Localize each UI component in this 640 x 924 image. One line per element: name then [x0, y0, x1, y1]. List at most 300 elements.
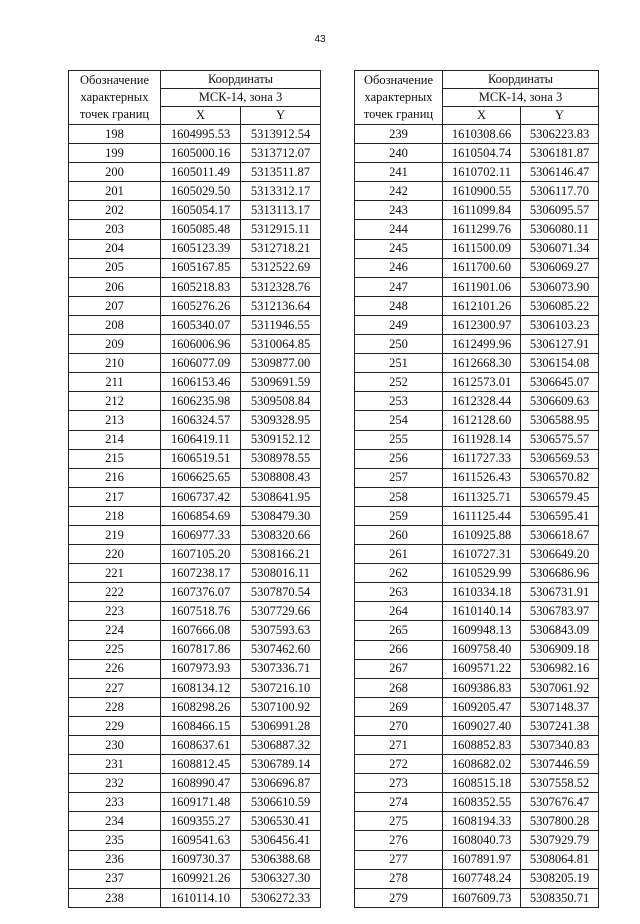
- point-number-cell: 200: [69, 163, 161, 182]
- x-coordinate-cell: 1608040.73: [443, 831, 521, 850]
- x-coordinate-cell: 1611901.06: [443, 277, 521, 296]
- point-number-cell: 208: [69, 315, 161, 334]
- x-coordinate-cell: 1606854.69: [161, 506, 241, 525]
- x-coordinate-cell: 1605340.07: [161, 315, 241, 334]
- y-coordinate-cell: 5306073.90: [521, 277, 599, 296]
- point-number-cell: 239: [355, 125, 443, 144]
- table-row: [69, 755, 321, 774]
- x-coordinate-cell: 1609571.22: [443, 659, 521, 678]
- y-coordinate-cell: 5309328.95: [241, 411, 321, 430]
- point-number-cell: 273: [355, 774, 443, 793]
- y-coordinate-cell: 5306069.27: [521, 258, 599, 277]
- y-coordinate-cell: 5308205.19: [521, 869, 599, 888]
- point-number-cell: 231: [69, 755, 161, 774]
- point-number-cell: 238: [69, 888, 161, 907]
- table-row: [355, 640, 599, 659]
- y-coordinate-cell: 5308808.43: [241, 468, 321, 487]
- x-coordinate-cell: 1607891.97: [443, 850, 521, 869]
- y-coordinate-cell: 5306569.53: [521, 449, 599, 468]
- table-row: [355, 545, 599, 564]
- table-row: [355, 315, 599, 334]
- y-coordinate-cell: 5306181.87: [521, 144, 599, 163]
- x-coordinate-cell: 1610334.18: [443, 583, 521, 602]
- y-coordinate-cell: 5306618.67: [521, 525, 599, 544]
- point-number-cell: 215: [69, 449, 161, 468]
- table-row: [355, 678, 599, 697]
- x-coordinate-cell: 1610727.31: [443, 545, 521, 564]
- point-number-cell: 253: [355, 392, 443, 411]
- x-coordinate-cell: 1608515.18: [443, 774, 521, 793]
- y-coordinate-cell: 5312915.11: [241, 220, 321, 239]
- x-coordinate-cell: 1611500.09: [443, 239, 521, 258]
- point-number-cell: 209: [69, 335, 161, 354]
- x-coordinate-cell: 1605123.39: [161, 239, 241, 258]
- point-number-cell: 267: [355, 659, 443, 678]
- table-row: [69, 774, 321, 793]
- x-column-header: X: [161, 107, 241, 125]
- table-row: [355, 564, 599, 583]
- y-coordinate-cell: 5306327.30: [241, 869, 321, 888]
- table-row: [355, 449, 599, 468]
- y-coordinate-cell: 5306909.18: [521, 640, 599, 659]
- point-number-cell: 206: [69, 277, 161, 296]
- point-number-cell: 249: [355, 315, 443, 334]
- point-number-cell: 243: [355, 201, 443, 220]
- table-row: [355, 525, 599, 544]
- x-coordinate-cell: 1611727.33: [443, 449, 521, 468]
- x-coordinate-cell: 1607518.76: [161, 602, 241, 621]
- y-coordinate-cell: 5306388.68: [241, 850, 321, 869]
- table-row: [69, 640, 321, 659]
- y-coordinate-cell: 5307148.37: [521, 697, 599, 716]
- point-number-cell: 269: [355, 697, 443, 716]
- table-row: [355, 220, 599, 239]
- table-row: [355, 888, 599, 907]
- x-coordinate-cell: 1608466.15: [161, 716, 241, 735]
- table-row: [355, 812, 599, 831]
- y-coordinate-cell: 5306645.07: [521, 373, 599, 392]
- table-row: [69, 869, 321, 888]
- point-number-cell: 246: [355, 258, 443, 277]
- x-coordinate-cell: 1607973.93: [161, 659, 241, 678]
- point-number-cell: 244: [355, 220, 443, 239]
- table-row: [355, 850, 599, 869]
- x-coordinate-cell: 1605085.48: [161, 220, 241, 239]
- x-coordinate-cell: 1610114.10: [161, 888, 241, 907]
- x-coordinate-cell: 1608682.02: [443, 755, 521, 774]
- point-number-cell: 263: [355, 583, 443, 602]
- x-coordinate-cell: 1607238.17: [161, 564, 241, 583]
- table-row: [355, 697, 599, 716]
- x-coordinate-cell: 1608134.12: [161, 678, 241, 697]
- point-number-cell: 264: [355, 602, 443, 621]
- table-row: [355, 793, 599, 812]
- table-row: [69, 506, 321, 525]
- designation-header-line: Обозначение: [363, 73, 434, 87]
- x-coordinate-cell: 1606977.33: [161, 525, 241, 544]
- designation-header-line: Обозначение: [79, 73, 150, 87]
- y-coordinate-cell: 5310064.85: [241, 335, 321, 354]
- x-coordinate-cell: 1608637.61: [161, 736, 241, 755]
- table-row: [69, 411, 321, 430]
- y-coordinate-cell: 5307929.79: [521, 831, 599, 850]
- point-number-cell: 250: [355, 335, 443, 354]
- y-coordinate-cell: 5306103.23: [521, 315, 599, 334]
- point-number-cell: 277: [355, 850, 443, 869]
- table-row: [355, 125, 599, 144]
- table-row: [69, 602, 321, 621]
- y-coordinate-cell: 5306649.20: [521, 545, 599, 564]
- x-coordinate-cell: 1608852.83: [443, 736, 521, 755]
- x-coordinate-cell: 1609355.27: [161, 812, 241, 831]
- y-coordinate-cell: 5306117.70: [521, 182, 599, 201]
- point-number-cell: 221: [69, 564, 161, 583]
- x-coordinate-cell: 1607666.08: [161, 621, 241, 640]
- y-coordinate-cell: 5307061.92: [521, 678, 599, 697]
- table-row: [69, 697, 321, 716]
- x-coordinate-cell: 1605167.85: [161, 258, 241, 277]
- y-coordinate-cell: 5306456.41: [241, 831, 321, 850]
- y-coordinate-cell: 5306530.41: [241, 812, 321, 831]
- point-number-cell: 222: [69, 583, 161, 602]
- y-coordinate-cell: 5306085.22: [521, 296, 599, 315]
- point-number-cell: 271: [355, 736, 443, 755]
- table-row: [355, 201, 599, 220]
- point-number-cell: 205: [69, 258, 161, 277]
- x-coordinate-cell: 1607376.07: [161, 583, 241, 602]
- table-row: [355, 373, 599, 392]
- x-coordinate-cell: 1612128.60: [443, 411, 521, 430]
- table-row: [69, 487, 321, 506]
- y-coordinate-cell: 5306843.09: [521, 621, 599, 640]
- point-number-cell: 233: [69, 793, 161, 812]
- x-coordinate-cell: 1610702.11: [443, 163, 521, 182]
- x-coordinate-cell: 1611325.71: [443, 487, 521, 506]
- point-number-cell: 265: [355, 621, 443, 640]
- y-coordinate-cell: 5313312.17: [241, 182, 321, 201]
- table-row: [69, 201, 321, 220]
- x-coordinate-cell: 1606419.11: [161, 430, 241, 449]
- point-number-cell: 201: [69, 182, 161, 201]
- table-row: [355, 487, 599, 506]
- x-coordinate-cell: 1606077.09: [161, 354, 241, 373]
- x-coordinate-cell: 1609730.37: [161, 850, 241, 869]
- y-coordinate-cell: 5306223.83: [521, 125, 599, 144]
- x-coordinate-cell: 1612668.30: [443, 354, 521, 373]
- point-number-cell: 279: [355, 888, 443, 907]
- y-coordinate-cell: 5306146.47: [521, 163, 599, 182]
- x-column-header: X: [443, 107, 521, 125]
- table-body-left: [69, 125, 321, 908]
- point-number-cell: 278: [355, 869, 443, 888]
- y-coordinate-cell: 5307216.10: [241, 678, 321, 697]
- y-coordinate-cell: 5307446.59: [521, 755, 599, 774]
- x-coordinate-cell: 1605029.50: [161, 182, 241, 201]
- x-coordinate-cell: 1608194.33: [443, 812, 521, 831]
- table-body-right: [355, 125, 599, 908]
- table-row: [355, 392, 599, 411]
- y-coordinate-cell: 5306154.08: [521, 354, 599, 373]
- point-number-cell: 258: [355, 487, 443, 506]
- x-coordinate-cell: 1609948.13: [443, 621, 521, 640]
- table-row: [355, 296, 599, 315]
- x-coordinate-cell: 1611700.60: [443, 258, 521, 277]
- table-row: [69, 258, 321, 277]
- x-coordinate-cell: 1611928.14: [443, 430, 521, 449]
- table-row: [69, 335, 321, 354]
- point-number-cell: 218: [69, 506, 161, 525]
- point-number-cell: 207: [69, 296, 161, 315]
- y-coordinate-cell: 5312522.69: [241, 258, 321, 277]
- point-number-cell: 210: [69, 354, 161, 373]
- point-number-cell: 240: [355, 144, 443, 163]
- y-coordinate-cell: 5308350.71: [521, 888, 599, 907]
- table-row: [69, 373, 321, 392]
- point-number-cell: 202: [69, 201, 161, 220]
- coordinates-header: Координаты: [443, 71, 599, 89]
- x-coordinate-cell: 1610308.66: [443, 125, 521, 144]
- x-coordinate-cell: 1610140.14: [443, 602, 521, 621]
- x-coordinate-cell: 1605000.16: [161, 144, 241, 163]
- table-row: [69, 659, 321, 678]
- table-row: [355, 163, 599, 182]
- x-coordinate-cell: 1611299.76: [443, 220, 521, 239]
- x-coordinate-cell: 1608298.26: [161, 697, 241, 716]
- y-coordinate-cell: 5308016.11: [241, 564, 321, 583]
- table-row: [69, 831, 321, 850]
- table-row: [69, 793, 321, 812]
- point-number-cell: 214: [69, 430, 161, 449]
- designation-header-line: точек границ: [363, 107, 434, 121]
- x-coordinate-cell: 1612101.26: [443, 296, 521, 315]
- y-coordinate-cell: 5306595.41: [521, 506, 599, 525]
- y-coordinate-cell: 5306991.28: [241, 716, 321, 735]
- table-row: [355, 277, 599, 296]
- table-row: [355, 335, 599, 354]
- x-coordinate-cell: 1609386.83: [443, 678, 521, 697]
- x-coordinate-cell: 1605011.49: [161, 163, 241, 182]
- table-row: [69, 564, 321, 583]
- y-coordinate-cell: 5306080.11: [521, 220, 599, 239]
- point-number-cell: 242: [355, 182, 443, 201]
- x-coordinate-cell: 1610925.88: [443, 525, 521, 544]
- y-coordinate-cell: 5308641.95: [241, 487, 321, 506]
- y-coordinate-cell: 5306982.16: [521, 659, 599, 678]
- table-row: [69, 125, 321, 144]
- point-number-cell: 228: [69, 697, 161, 716]
- point-number-cell: 220: [69, 545, 161, 564]
- designation-header-line: характерных: [364, 90, 433, 104]
- y-coordinate-cell: 5306609.63: [521, 392, 599, 411]
- x-coordinate-cell: 1611125.44: [443, 506, 521, 525]
- y-coordinate-cell: 5312136.64: [241, 296, 321, 315]
- x-coordinate-cell: 1606519.51: [161, 449, 241, 468]
- coordinates-table-right: [354, 70, 599, 908]
- designation-header: [355, 71, 443, 125]
- y-coordinate-cell: 5313912.54: [241, 125, 321, 144]
- point-number-cell: 226: [69, 659, 161, 678]
- y-column-header: Y: [521, 107, 599, 125]
- x-coordinate-cell: 1610529.99: [443, 564, 521, 583]
- point-number-cell: 257: [355, 468, 443, 487]
- y-coordinate-cell: 5306071.34: [521, 239, 599, 258]
- y-column-header: Y: [241, 107, 321, 125]
- point-number-cell: 230: [69, 736, 161, 755]
- point-number-cell: 256: [355, 449, 443, 468]
- x-coordinate-cell: 1605218.83: [161, 277, 241, 296]
- table-row: [69, 812, 321, 831]
- table-row: [69, 545, 321, 564]
- y-coordinate-cell: 5306272.33: [241, 888, 321, 907]
- point-number-cell: 276: [355, 831, 443, 850]
- x-coordinate-cell: 1607609.73: [443, 888, 521, 907]
- x-coordinate-cell: 1606737.42: [161, 487, 241, 506]
- table-row: [355, 583, 599, 602]
- table-row: [69, 392, 321, 411]
- x-coordinate-cell: 1608352.55: [443, 793, 521, 812]
- point-number-cell: 229: [69, 716, 161, 735]
- y-coordinate-cell: 5307100.92: [241, 697, 321, 716]
- table-row: [355, 182, 599, 201]
- point-number-cell: 232: [69, 774, 161, 793]
- point-number-cell: 270: [355, 716, 443, 735]
- x-coordinate-cell: 1606006.96: [161, 335, 241, 354]
- y-coordinate-cell: 5309877.00: [241, 354, 321, 373]
- table-row: [69, 220, 321, 239]
- table-row: [355, 659, 599, 678]
- table-row: [69, 888, 321, 907]
- y-coordinate-cell: 5309691.59: [241, 373, 321, 392]
- point-number-cell: 260: [355, 525, 443, 544]
- table-row: [69, 468, 321, 487]
- point-number-cell: 235: [69, 831, 161, 850]
- y-coordinate-cell: 5312718.21: [241, 239, 321, 258]
- y-coordinate-cell: 5308320.66: [241, 525, 321, 544]
- point-number-cell: 272: [355, 755, 443, 774]
- table-row: [69, 678, 321, 697]
- y-coordinate-cell: 5307870.54: [241, 583, 321, 602]
- point-number-cell: 225: [69, 640, 161, 659]
- y-coordinate-cell: 5313511.87: [241, 163, 321, 182]
- x-coordinate-cell: 1611526.43: [443, 468, 521, 487]
- table-row: [355, 411, 599, 430]
- point-number-cell: 216: [69, 468, 161, 487]
- point-number-cell: 199: [69, 144, 161, 163]
- table-row: [69, 736, 321, 755]
- y-coordinate-cell: 5306731.91: [521, 583, 599, 602]
- table-row: [69, 716, 321, 735]
- y-coordinate-cell: 5306127.91: [521, 335, 599, 354]
- y-coordinate-cell: 5308166.21: [241, 545, 321, 564]
- x-coordinate-cell: 1609921.26: [161, 869, 241, 888]
- y-coordinate-cell: 5307593.63: [241, 621, 321, 640]
- x-coordinate-cell: 1605276.26: [161, 296, 241, 315]
- x-coordinate-cell: 1607105.20: [161, 545, 241, 564]
- table-row: [69, 583, 321, 602]
- x-coordinate-cell: 1608812.45: [161, 755, 241, 774]
- point-number-cell: 274: [355, 793, 443, 812]
- y-coordinate-cell: 5307340.83: [521, 736, 599, 755]
- point-number-cell: 245: [355, 239, 443, 258]
- x-coordinate-cell: 1610504.74: [443, 144, 521, 163]
- y-coordinate-cell: 5306588.95: [521, 411, 599, 430]
- y-coordinate-cell: 5307462.60: [241, 640, 321, 659]
- y-coordinate-cell: 5313113.17: [241, 201, 321, 220]
- y-coordinate-cell: 5308064.81: [521, 850, 599, 869]
- x-coordinate-cell: 1604995.53: [161, 125, 241, 144]
- table-row: [355, 736, 599, 755]
- table-row: [69, 354, 321, 373]
- table-row: [355, 621, 599, 640]
- point-number-cell: 275: [355, 812, 443, 831]
- point-number-cell: 211: [69, 373, 161, 392]
- point-number-cell: 203: [69, 220, 161, 239]
- point-number-cell: 236: [69, 850, 161, 869]
- y-coordinate-cell: 5308479.30: [241, 506, 321, 525]
- point-number-cell: 248: [355, 296, 443, 315]
- y-coordinate-cell: 5307241.38: [521, 716, 599, 735]
- x-coordinate-cell: 1606153.46: [161, 373, 241, 392]
- table-row: [355, 774, 599, 793]
- x-coordinate-cell: 1606235.98: [161, 392, 241, 411]
- y-coordinate-cell: 5309508.84: [241, 392, 321, 411]
- table-row: [69, 182, 321, 201]
- point-number-cell: 251: [355, 354, 443, 373]
- y-coordinate-cell: 5306696.87: [241, 774, 321, 793]
- y-coordinate-cell: 5307800.28: [521, 812, 599, 831]
- point-number-cell: 212: [69, 392, 161, 411]
- designation-header: [69, 71, 161, 125]
- x-coordinate-cell: 1607817.86: [161, 640, 241, 659]
- y-coordinate-cell: 5306570.82: [521, 468, 599, 487]
- table-row: [355, 258, 599, 277]
- y-coordinate-cell: 5313712.07: [241, 144, 321, 163]
- x-coordinate-cell: 1607748.24: [443, 869, 521, 888]
- table-row: [355, 831, 599, 850]
- table-row: [69, 449, 321, 468]
- x-coordinate-cell: 1606324.57: [161, 411, 241, 430]
- table-row: [355, 869, 599, 888]
- table-row: [355, 506, 599, 525]
- x-coordinate-cell: 1610900.55: [443, 182, 521, 201]
- x-coordinate-cell: 1609171.48: [161, 793, 241, 812]
- point-number-cell: 219: [69, 525, 161, 544]
- table-row: [69, 239, 321, 258]
- table-row: [355, 468, 599, 487]
- point-number-cell: 198: [69, 125, 161, 144]
- x-coordinate-cell: 1612300.97: [443, 315, 521, 334]
- coordinate-system-header: МСК-14, зона 3: [443, 89, 599, 107]
- x-coordinate-cell: 1606625.65: [161, 468, 241, 487]
- y-coordinate-cell: 5306789.14: [241, 755, 321, 774]
- table-row: [69, 277, 321, 296]
- table-row: [355, 239, 599, 258]
- point-number-cell: 261: [355, 545, 443, 564]
- y-coordinate-cell: 5306610.59: [241, 793, 321, 812]
- point-number-cell: 268: [355, 678, 443, 697]
- x-coordinate-cell: 1612573.01: [443, 373, 521, 392]
- x-coordinate-cell: 1605054.17: [161, 201, 241, 220]
- table-row: [355, 430, 599, 449]
- x-coordinate-cell: 1612499.96: [443, 335, 521, 354]
- y-coordinate-cell: 5308978.55: [241, 449, 321, 468]
- table-row: [355, 144, 599, 163]
- table-row: [69, 144, 321, 163]
- designation-header-line: точек границ: [79, 107, 150, 121]
- table-row: [355, 755, 599, 774]
- table-row: [355, 716, 599, 735]
- point-number-cell: 266: [355, 640, 443, 659]
